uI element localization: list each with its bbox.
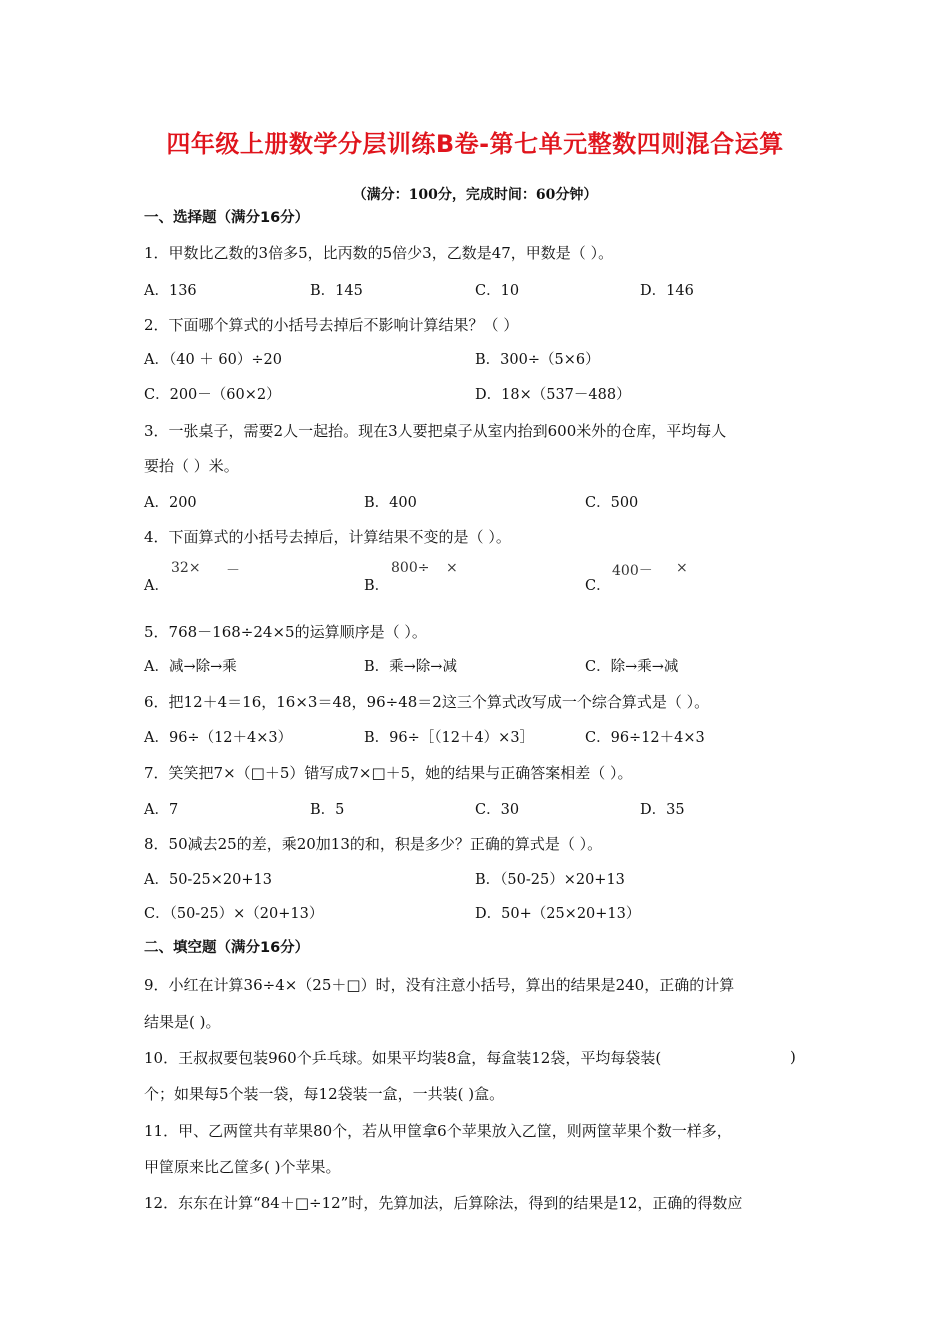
q4-c-expr-part-2: × (676, 560, 688, 576)
q6-option-b: B．96÷［（12＋4）×3］ (364, 730, 535, 746)
q4-option-a: A． (144, 578, 169, 594)
q2-option-a: A．（40 ＋ 60）÷20 (144, 352, 282, 368)
question-10-line-2: 个；如果每5个装一袋，每12袋装一盒，一共装( )盒。 (144, 1085, 505, 1103)
q4-a-expr-part-1: 32× (171, 560, 201, 576)
q1-option-c: C．10 (475, 283, 520, 299)
question-4: 4．下面算式的小括号去掉后，计算结果不变的是（ ）。 (144, 528, 511, 546)
question-7: 7．笑笑把7×（□＋5）错写成7×□＋5，她的结果与正确答案相差（ ）。 (144, 764, 633, 782)
question-6: 6．把12＋4＝16，16×3＝48，96÷48＝2这三个算式改写成一个综合算式是（ ）。 (144, 693, 710, 711)
q8-option-d: D．50+（25×20+13） (475, 906, 641, 922)
section-heading-choice: 一、选择题（满分16分） (144, 210, 310, 226)
q1-option-a: A．136 (144, 283, 197, 299)
q8-option-a: A．50-25×20+13 (144, 872, 272, 888)
question-3-line-2: 要抬（ ）米。 (144, 457, 239, 475)
q6-option-c: C．96÷12＋4×3 (585, 730, 705, 746)
page-title: 四年级上册数学分层训练B卷-第七单元整数四则混合运算 (166, 130, 784, 158)
question-9-line-1: 9．小红在计算36÷4×（25＋□）时，没有注意小括号，算出的结果是240，正确的计算 (144, 976, 735, 994)
q7-option-a: A．7 (144, 802, 179, 818)
q3-option-c: C．500 (585, 495, 639, 511)
q2-option-c: C．200－（60×2） (144, 387, 281, 403)
q4-option-b: B． (364, 578, 390, 594)
question-3-line-1: 3．一张桌子，需要2人一起抬。现在3人要把桌子从室内抬到600米外的仓库，平均每人 (144, 422, 727, 440)
q4-b-expr-part-2: × (446, 560, 458, 576)
question-2: 2．下面哪个算式的小括号去掉后不影响计算结果？（ ） (144, 316, 519, 334)
q5-option-a: A．减→除→乘 (144, 659, 237, 675)
question-10-line-1: 10．王叔叔要包装960个乒乓球。如果平均装8盒，每盒装12袋，平均每袋装( (144, 1049, 662, 1067)
question-12-line-1: 12．东东在计算“84＋□÷12”时，先算加法，后算除法，得到的结果是12，正确的得数应 (144, 1194, 743, 1212)
question-9-line-2: 结果是( )。 (144, 1013, 221, 1031)
q5-option-b: B．乘→除→减 (364, 659, 457, 675)
q4-b-expr-part-1: 800÷ (391, 560, 430, 576)
q4-c-expr-part-1: 400－ (612, 563, 653, 579)
q1-option-b: B．145 (310, 283, 363, 299)
question-11-line-1: 11．甲、乙两筐共有苹果80个，若从甲筐拿6个苹果放入乙筐，则两筐苹果个数一样多， (144, 1122, 732, 1140)
question-1: 1．甲数比乙数的3倍多5，比丙数的5倍少3，乙数是47，甲数是（ ）。 (144, 244, 614, 262)
q8-option-b: B．（50-25）×20+13 (475, 872, 625, 888)
q7-option-b: B．5 (310, 802, 345, 818)
q6-option-a: A．96÷（12＋4×3） (144, 730, 293, 746)
question-8: 8．50减去25的差，乘20加13的和，积是多少？正确的算式是（ ）。 (144, 835, 603, 853)
q1-option-d: D．146 (640, 283, 694, 299)
page-subtitle: （满分：100分，完成时间：60分钟） (352, 187, 598, 203)
question-11-line-2: 甲筐原来比乙筐多( )个苹果。 (144, 1158, 341, 1176)
q2-option-b: B．300÷（5×6） (475, 352, 600, 368)
q7-option-c: C．30 (475, 802, 520, 818)
q7-option-d: D．35 (640, 802, 685, 818)
q2-option-d: D．18×（537－488） (475, 387, 631, 403)
question-5: 5．768－168÷24×5的运算顺序是（ ）。 (144, 623, 427, 641)
section-heading-fill: 二、填空题（满分16分） (144, 940, 310, 956)
question-10-blank-end: ) (790, 1048, 796, 1066)
q8-option-c: C．（50-25）×（20+13） (144, 906, 324, 922)
q3-option-a: A．200 (144, 495, 197, 511)
q4-option-c: C． (585, 578, 611, 594)
q3-option-b: B．400 (364, 495, 417, 511)
q4-a-expr-part-2: － (226, 563, 240, 579)
q5-option-c: C．除→乘→减 (585, 659, 679, 675)
